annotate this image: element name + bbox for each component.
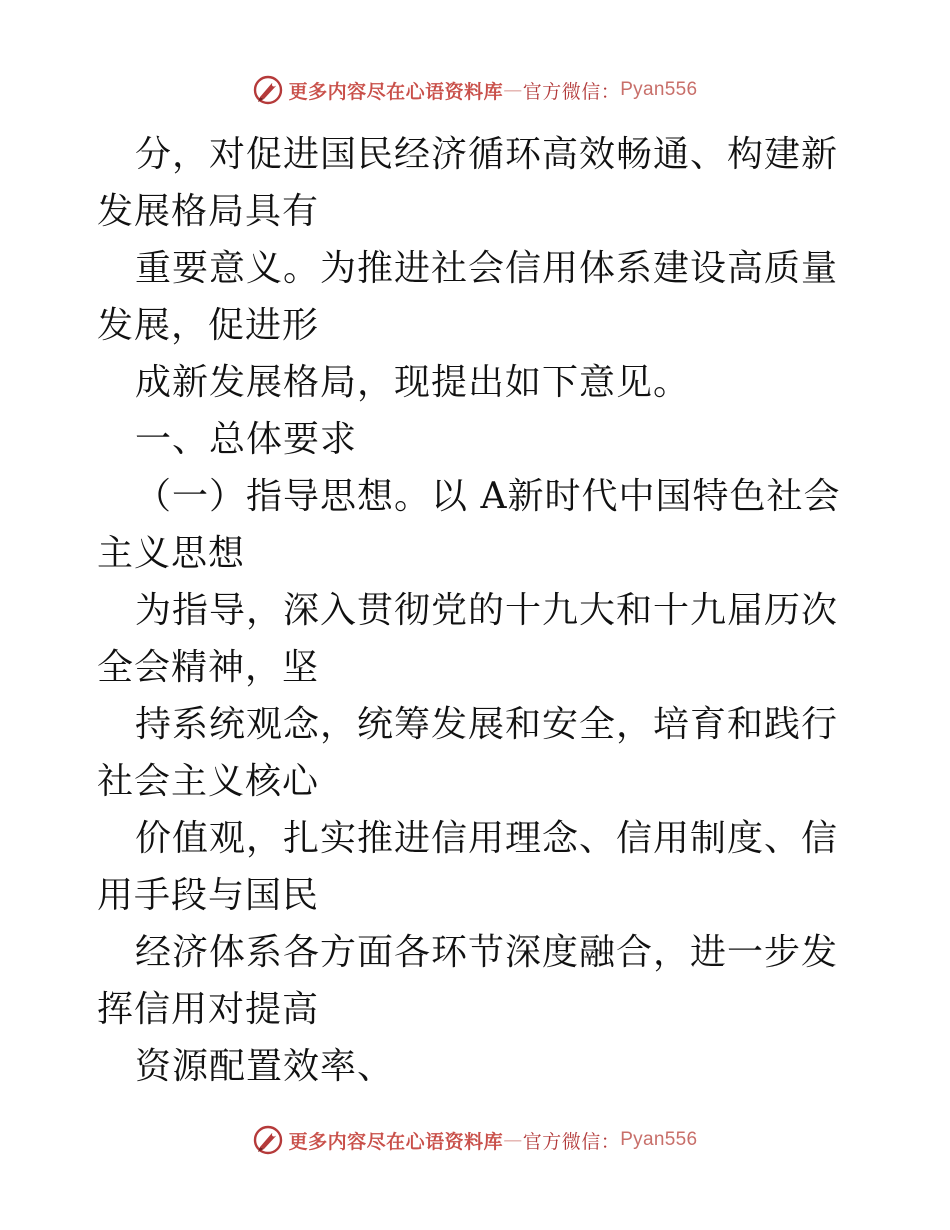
line: 持系统观念，统筹发展和安全，培育和践行社会 xyxy=(97,704,839,802)
line-wrap: 义思想 xyxy=(134,533,246,574)
paragraph xyxy=(0,924,950,1038)
section-heading xyxy=(0,411,950,468)
watermark-wechat-id: Pyan556 xyxy=(620,79,698,100)
paragraph xyxy=(0,240,950,354)
line: 一、总体要求 xyxy=(135,419,358,460)
line-wrap: 格局具有 xyxy=(171,191,320,232)
paragraph xyxy=(0,696,950,810)
line: 分，对促进国民经济循环高效畅通、构建新发展 xyxy=(97,134,839,232)
line-wrap: 段与国民 xyxy=(171,875,320,916)
watermark-banner-bottom xyxy=(0,1120,950,1160)
line: 为指导，深入贯彻党的十九大和十九届历次全会 xyxy=(97,590,839,688)
watermark-banner-top xyxy=(0,70,950,110)
line: 资源配置效率、 xyxy=(135,1046,395,1087)
pen-logo-icon xyxy=(253,75,283,105)
watermark-main-text: 更多内容尽在心语资料库 xyxy=(288,1130,504,1153)
line: 重要意义。为推进社会信用体系建设高质量发 xyxy=(97,248,839,346)
watermark-wechat-id: Pyan556 xyxy=(620,1129,698,1150)
paragraph xyxy=(0,582,950,696)
line-wrap: 精神，坚 xyxy=(171,647,320,688)
watermark-wechat-label: 官方微信： xyxy=(522,80,621,103)
line: （一）指导思想。以 A新时代中国特色社会主 xyxy=(97,476,841,574)
line: 经济体系各方面各环节深度融合，进一步发挥信 xyxy=(97,932,839,1030)
watermark-dash: — xyxy=(503,79,523,101)
line-wrap: 展，促进形 xyxy=(134,305,320,346)
paragraph xyxy=(0,126,950,240)
paragraph xyxy=(0,810,950,924)
paragraph xyxy=(0,1038,950,1095)
paragraph xyxy=(0,468,950,582)
document-body xyxy=(0,126,950,1095)
line: 价值观，扎实推进信用理念、信用制度、信用手 xyxy=(97,818,839,916)
pen-logo-icon xyxy=(253,1125,283,1155)
watermark-main-text: 更多内容尽在心语资料库 xyxy=(288,80,504,103)
watermark-wechat-label: 官方微信： xyxy=(522,1130,621,1153)
watermark-dash: — xyxy=(503,1129,523,1151)
line: 成新发展格局，现提出如下意见。 xyxy=(135,362,691,403)
paragraph xyxy=(0,354,950,411)
line-wrap: 主义核心 xyxy=(171,761,320,802)
line-wrap: 用对提高 xyxy=(171,989,320,1030)
